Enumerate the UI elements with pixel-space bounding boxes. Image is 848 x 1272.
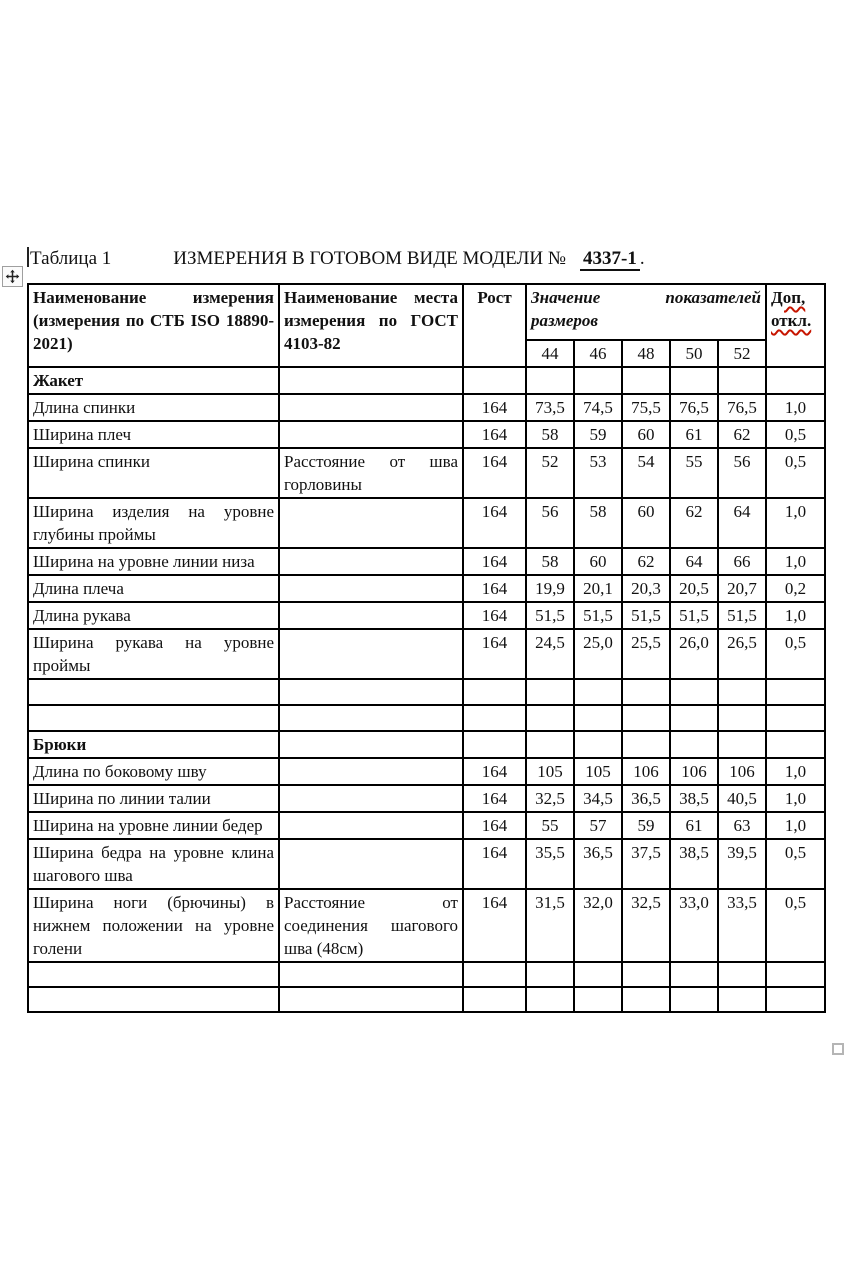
size-value-cell[interactable]: 40,5 — [718, 785, 766, 812]
size-value-cell[interactable]: 32,5 — [526, 785, 574, 812]
size-value-cell[interactable]: 76,5 — [670, 394, 718, 421]
tolerance-cell[interactable]: 0,5 — [766, 448, 825, 498]
size-value-cell[interactable]: 64 — [718, 498, 766, 548]
size-value-cell[interactable]: 51,5 — [574, 602, 622, 629]
size-value-cell[interactable]: 32,5 — [622, 889, 670, 962]
size-value-cell[interactable]: 36,5 — [574, 839, 622, 889]
measure-name-cell[interactable]: Ширина рукава на уровне проймы — [28, 629, 279, 679]
size-value-cell[interactable]: 32,0 — [574, 889, 622, 962]
size-value-cell[interactable]: 56 — [718, 448, 766, 498]
table-row — [28, 839, 825, 889]
size-value-cell[interactable]: 76,5 — [718, 394, 766, 421]
size-value-cell[interactable]: 64 — [670, 548, 718, 575]
table-row — [28, 602, 825, 629]
measurements-tbody — [28, 367, 825, 1012]
size-value-cell[interactable]: 35,5 — [526, 839, 574, 889]
size-value-cell[interactable]: 59 — [574, 421, 622, 448]
size-value-cell[interactable] — [718, 987, 766, 1012]
size-value-cell[interactable]: 105 — [574, 758, 622, 785]
place-cell[interactable] — [279, 839, 463, 889]
size-value-cell[interactable] — [574, 367, 622, 394]
size-value-cell[interactable]: 33,5 — [718, 889, 766, 962]
size-value-cell[interactable] — [670, 987, 718, 1012]
height-cell[interactable]: 164 — [463, 448, 526, 498]
size-value-cell[interactable]: 61 — [670, 812, 718, 839]
place-cell[interactable] — [279, 548, 463, 575]
size-value-cell[interactable] — [670, 731, 718, 758]
size-value-cell[interactable]: 66 — [718, 548, 766, 575]
size-value-cell[interactable]: 60 — [622, 498, 670, 548]
size-value-cell[interactable] — [718, 962, 766, 987]
column-header-tolerance[interactable] — [766, 284, 825, 367]
measure-name-cell[interactable]: Ширина бедра на уровне клина шагового шва — [28, 839, 279, 889]
measurements-table — [27, 283, 826, 1013]
size-value-cell[interactable]: 25,0 — [574, 629, 622, 679]
size-value-cell[interactable] — [622, 987, 670, 1012]
tolerance-cell[interactable]: 1,0 — [766, 812, 825, 839]
size-value-cell[interactable] — [670, 679, 718, 705]
table-row — [28, 548, 825, 575]
place-cell[interactable] — [279, 705, 463, 731]
height-cell[interactable]: 164 — [463, 498, 526, 548]
size-value-cell[interactable]: 53 — [574, 448, 622, 498]
height-cell[interactable]: 164 — [463, 839, 526, 889]
size-value-cell[interactable] — [526, 367, 574, 394]
size-column-header[interactable]: 46 — [574, 340, 622, 367]
table-caption-line — [27, 246, 645, 272]
size-value-cell[interactable]: 58 — [526, 421, 574, 448]
place-cell[interactable] — [279, 758, 463, 785]
size-value-cell[interactable]: 74,5 — [574, 394, 622, 421]
measure-name-cell[interactable]: Ширина ноги (брючины) в нижнем положении на уровне голени — [28, 889, 279, 962]
size-value-cell[interactable]: 24,5 — [526, 629, 574, 679]
table-move-handle[interactable] — [2, 266, 23, 287]
size-value-cell[interactable]: 20,1 — [574, 575, 622, 602]
table-row — [28, 394, 825, 421]
section-row — [28, 367, 825, 394]
place-cell[interactable] — [279, 987, 463, 1012]
measure-name-cell[interactable]: Длина спинки — [28, 394, 279, 421]
table-row — [28, 812, 825, 839]
measure-name-cell[interactable]: Ширина по линии талии — [28, 785, 279, 812]
size-value-cell[interactable]: 25,5 — [622, 629, 670, 679]
size-value-cell[interactable] — [622, 367, 670, 394]
section-name-cell[interactable]: Жакет — [28, 367, 279, 394]
section-row — [28, 731, 825, 758]
tolerance-header-line1: Доп, — [771, 288, 806, 307]
size-value-cell[interactable]: 62 — [718, 421, 766, 448]
column-header-measure-name[interactable]: Наименование измерения (измерения по СТБ ISO 18890-2021) — [28, 284, 279, 367]
height-cell[interactable]: 164 — [463, 602, 526, 629]
size-value-cell[interactable]: 34,5 — [574, 785, 622, 812]
size-value-cell[interactable] — [526, 731, 574, 758]
tolerance-cell[interactable] — [766, 962, 825, 987]
size-value-cell[interactable] — [526, 987, 574, 1012]
empty-row — [28, 705, 825, 731]
table-row — [28, 448, 825, 498]
place-cell[interactable] — [279, 679, 463, 705]
height-cell[interactable] — [463, 705, 526, 731]
size-value-cell[interactable] — [574, 962, 622, 987]
measure-name-cell[interactable]: Длина плеча — [28, 575, 279, 602]
tolerance-cell[interactable] — [766, 367, 825, 394]
height-cell[interactable]: 164 — [463, 548, 526, 575]
tolerance-cell[interactable]: 0,2 — [766, 575, 825, 602]
height-cell[interactable]: 164 — [463, 575, 526, 602]
tolerance-cell[interactable]: 0,5 — [766, 421, 825, 448]
tolerance-cell[interactable]: 1,0 — [766, 394, 825, 421]
tolerance-cell[interactable] — [766, 679, 825, 705]
size-column-header[interactable]: 52 — [718, 340, 766, 367]
tolerance-cell[interactable]: 1,0 — [766, 785, 825, 812]
size-value-cell[interactable] — [574, 679, 622, 705]
size-value-cell[interactable]: 20,3 — [622, 575, 670, 602]
table-row — [28, 629, 825, 679]
page-title: ИЗМЕРЕНИЯ В ГОТОВОМ ВИДЕ МОДЕЛИ № — [173, 248, 566, 269]
place-cell[interactable] — [279, 367, 463, 394]
height-cell[interactable]: 164 — [463, 394, 526, 421]
place-cell[interactable] — [279, 731, 463, 758]
size-value-cell[interactable]: 33,0 — [670, 889, 718, 962]
size-value-cell[interactable]: 52 — [526, 448, 574, 498]
column-header-height[interactable]: Рост — [463, 284, 526, 367]
place-cell[interactable] — [279, 421, 463, 448]
tolerance-cell[interactable]: 1,0 — [766, 498, 825, 548]
table-resize-handle[interactable] — [832, 1043, 844, 1055]
size-value-cell[interactable]: 59 — [622, 812, 670, 839]
size-value-cell[interactable] — [526, 705, 574, 731]
tolerance-cell[interactable]: 0,5 — [766, 629, 825, 679]
size-value-cell[interactable]: 75,5 — [622, 394, 670, 421]
size-value-cell[interactable]: 62 — [670, 498, 718, 548]
size-value-cell[interactable] — [574, 987, 622, 1012]
caption-label: Таблица 1 — [30, 248, 112, 269]
size-value-cell[interactable]: 58 — [526, 548, 574, 575]
height-cell[interactable]: 164 — [463, 812, 526, 839]
table-row — [28, 785, 825, 812]
size-value-cell[interactable]: 105 — [526, 758, 574, 785]
size-value-cell[interactable]: 58 — [574, 498, 622, 548]
size-value-cell[interactable]: 26,0 — [670, 629, 718, 679]
measure-name-cell[interactable] — [28, 705, 279, 731]
height-cell[interactable] — [463, 367, 526, 394]
size-value-cell[interactable] — [526, 962, 574, 987]
size-value-cell[interactable]: 20,7 — [718, 575, 766, 602]
size-value-cell[interactable]: 38,5 — [670, 839, 718, 889]
four-way-arrow-icon — [5, 269, 20, 284]
tolerance-cell[interactable]: 1,0 — [766, 548, 825, 575]
model-number: 4337-1 — [580, 248, 640, 271]
size-value-cell[interactable] — [670, 367, 718, 394]
measure-name-cell[interactable]: Длина по боковому шву — [28, 758, 279, 785]
place-cell[interactable] — [279, 575, 463, 602]
place-cell[interactable]: Расстояние от соединения шагового шва (48см) — [279, 889, 463, 962]
size-value-cell[interactable] — [526, 679, 574, 705]
size-value-cell[interactable]: 51,5 — [670, 602, 718, 629]
height-cell[interactable] — [463, 679, 526, 705]
size-value-cell[interactable]: 56 — [526, 498, 574, 548]
place-cell[interactable] — [279, 785, 463, 812]
place-cell[interactable]: Расстояние от шва горловины — [279, 448, 463, 498]
size-value-cell[interactable]: 36,5 — [622, 785, 670, 812]
column-header-place[interactable]: Наименование места измерения по ГОСТ 4103-82 — [279, 284, 463, 367]
column-header-values-group[interactable]: Значение показателей размеров — [526, 284, 766, 340]
size-value-cell[interactable]: 31,5 — [526, 889, 574, 962]
size-value-cell[interactable] — [622, 679, 670, 705]
size-value-cell[interactable]: 26,5 — [718, 629, 766, 679]
measure-name-cell[interactable]: Ширина на уровне линии бедер — [28, 812, 279, 839]
tolerance-cell[interactable]: 1,0 — [766, 758, 825, 785]
size-value-cell[interactable] — [622, 705, 670, 731]
table-row — [28, 758, 825, 785]
height-cell[interactable]: 164 — [463, 889, 526, 962]
height-cell[interactable] — [463, 731, 526, 758]
size-value-cell[interactable]: 55 — [670, 448, 718, 498]
size-value-cell[interactable]: 51,5 — [718, 602, 766, 629]
height-cell[interactable]: 164 — [463, 758, 526, 785]
size-value-cell[interactable] — [670, 705, 718, 731]
size-value-cell[interactable]: 106 — [670, 758, 718, 785]
size-value-cell[interactable] — [622, 731, 670, 758]
size-value-cell[interactable]: 51,5 — [622, 602, 670, 629]
title-period: . — [639, 248, 645, 269]
size-column-header[interactable]: 48 — [622, 340, 670, 367]
tolerance-cell[interactable]: 0,5 — [766, 889, 825, 962]
empty-row — [28, 962, 825, 987]
size-value-cell[interactable]: 106 — [718, 758, 766, 785]
table-row — [28, 889, 825, 962]
size-value-cell[interactable]: 19,9 — [526, 575, 574, 602]
size-value-cell[interactable]: 60 — [622, 421, 670, 448]
size-value-cell[interactable]: 106 — [622, 758, 670, 785]
size-column-header[interactable]: 44 — [526, 340, 574, 367]
tolerance-cell[interactable]: 0,5 — [766, 839, 825, 889]
size-value-cell[interactable]: 73,5 — [526, 394, 574, 421]
measure-name-cell[interactable]: Длина рукава — [28, 602, 279, 629]
size-value-cell[interactable] — [574, 705, 622, 731]
height-cell[interactable] — [463, 962, 526, 987]
text-cursor — [27, 247, 29, 267]
height-cell[interactable]: 164 — [463, 785, 526, 812]
header-row — [28, 284, 825, 340]
place-cell[interactable] — [279, 394, 463, 421]
size-value-cell[interactable]: 62 — [622, 548, 670, 575]
size-value-cell[interactable]: 20,5 — [670, 575, 718, 602]
place-cell[interactable] — [279, 602, 463, 629]
size-value-cell[interactable]: 38,5 — [670, 785, 718, 812]
size-value-cell[interactable]: 54 — [622, 448, 670, 498]
empty-row — [28, 679, 825, 705]
size-value-cell[interactable]: 55 — [526, 812, 574, 839]
table-row — [28, 498, 825, 548]
place-cell[interactable] — [279, 629, 463, 679]
tolerance-cell[interactable] — [766, 731, 825, 758]
table-row — [28, 575, 825, 602]
measure-name-cell[interactable] — [28, 962, 279, 987]
section-name-cell[interactable]: Брюки — [28, 731, 279, 758]
height-cell[interactable]: 164 — [463, 629, 526, 679]
size-value-cell[interactable]: 60 — [574, 548, 622, 575]
size-value-cell[interactable] — [574, 731, 622, 758]
measure-name-cell[interactable]: Ширина на уровне линии низа — [28, 548, 279, 575]
tolerance-cell[interactable] — [766, 705, 825, 731]
measure-name-cell[interactable] — [28, 987, 279, 1012]
size-value-cell[interactable]: 39,5 — [718, 839, 766, 889]
measure-name-cell[interactable]: Ширина плеч — [28, 421, 279, 448]
measure-name-cell[interactable] — [28, 679, 279, 705]
place-cell[interactable] — [279, 962, 463, 987]
tolerance-cell[interactable] — [766, 987, 825, 1012]
size-value-cell[interactable] — [718, 731, 766, 758]
place-cell[interactable] — [279, 498, 463, 548]
size-value-cell[interactable]: 57 — [574, 812, 622, 839]
place-cell[interactable] — [279, 812, 463, 839]
height-cell[interactable]: 164 — [463, 421, 526, 448]
measure-name-cell[interactable]: Ширина спинки — [28, 448, 279, 498]
size-value-cell[interactable] — [670, 962, 718, 987]
size-value-cell[interactable]: 61 — [670, 421, 718, 448]
tolerance-header-line2: откл. — [771, 311, 812, 330]
size-column-header[interactable]: 50 — [670, 340, 718, 367]
size-value-cell[interactable]: 51,5 — [526, 602, 574, 629]
size-value-cell[interactable]: 37,5 — [622, 839, 670, 889]
empty-row — [28, 987, 825, 1012]
size-value-cell[interactable] — [718, 705, 766, 731]
size-value-cell[interactable]: 63 — [718, 812, 766, 839]
size-value-cell[interactable] — [718, 367, 766, 394]
height-cell[interactable] — [463, 987, 526, 1012]
measure-name-cell[interactable]: Ширина изделия на уровне глубины проймы — [28, 498, 279, 548]
table-row — [28, 421, 825, 448]
size-value-cell[interactable] — [718, 679, 766, 705]
size-value-cell[interactable] — [622, 962, 670, 987]
tolerance-cell[interactable]: 1,0 — [766, 602, 825, 629]
